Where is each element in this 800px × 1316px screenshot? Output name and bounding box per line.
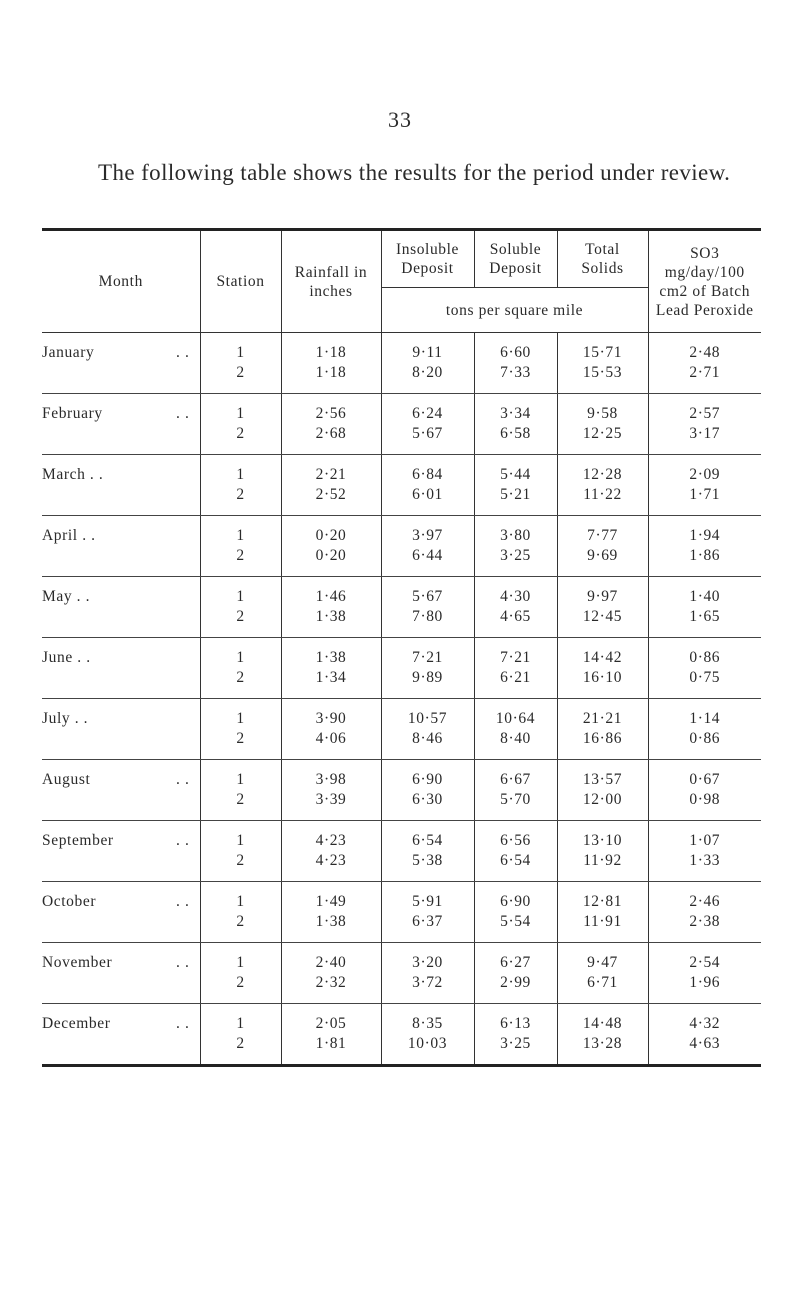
soluble-value: 3·80 [500, 527, 531, 544]
rainfall-value: 0·20 [315, 527, 347, 544]
soluble-value: 2·99 [500, 974, 531, 991]
total-cell [557, 455, 648, 516]
station-value: 2 [236, 486, 245, 503]
so3-value: 0·75 [689, 669, 721, 686]
station-value: 2 [236, 547, 245, 564]
header-so3: SO3 mg/day/100 cm2 of Batch Lead Peroxide [648, 230, 761, 333]
so3-cell [648, 333, 761, 394]
rainfall-cell [281, 577, 381, 638]
total-value: 13·28 [582, 1035, 623, 1052]
rainfall-value: 2·68 [315, 425, 347, 442]
month-cell [42, 577, 200, 638]
so3-cell [648, 699, 761, 760]
station-cell [200, 882, 281, 943]
so3-value: 4·63 [689, 1035, 721, 1052]
page-number: 33 [388, 107, 412, 132]
station-value: 1 [236, 466, 245, 483]
soluble-value: 7·21 [500, 649, 531, 666]
soluble-cell [474, 333, 557, 394]
rainfall-value: 3·90 [315, 710, 347, 727]
station-value: 2 [236, 791, 245, 808]
total-value: 14·42 [582, 649, 623, 666]
month-cell [42, 821, 200, 882]
total-value: 11·92 [583, 852, 622, 869]
table-row [42, 394, 761, 455]
station-value: 1 [236, 954, 245, 971]
soluble-value: 6·90 [500, 893, 531, 910]
insoluble-value: 6·37 [412, 913, 443, 930]
total-value: 9·69 [587, 547, 618, 564]
station-cell [200, 333, 281, 394]
rainfall-cell [281, 516, 381, 577]
table-row [42, 760, 761, 821]
intro-paragraph: The following table shows the results for the period under review. [98, 160, 731, 185]
rainfall-value: 1·34 [315, 669, 347, 686]
station-value: 1 [236, 1015, 245, 1032]
rainfall-value: 1·38 [315, 608, 347, 625]
so3-value: 1·96 [689, 974, 721, 991]
leader-dots: . . [176, 954, 190, 971]
total-value: 7·77 [587, 527, 618, 544]
total-value: 15·53 [582, 364, 623, 381]
total-value: 21·21 [582, 710, 623, 727]
so3-value: 1·07 [689, 832, 721, 849]
so3-value: 2·38 [689, 913, 721, 930]
month-cell [42, 760, 200, 821]
total-value: 12·28 [582, 466, 623, 483]
leader-dots: . . [176, 771, 190, 788]
so3-value: 1·33 [689, 852, 721, 869]
so3-cell [648, 638, 761, 699]
rainfall-cell [281, 1004, 381, 1066]
station-cell [200, 577, 281, 638]
insoluble-cell [381, 1004, 474, 1066]
insoluble-cell [381, 333, 474, 394]
insoluble-value: 6·24 [412, 405, 443, 422]
station-value: 1 [236, 893, 245, 910]
so3-cell [648, 394, 761, 455]
insoluble-value: 8·35 [412, 1015, 443, 1032]
soluble-cell [474, 943, 557, 1004]
soluble-cell [474, 577, 557, 638]
month-label: January [42, 344, 95, 361]
insoluble-cell [381, 577, 474, 638]
soluble-cell [474, 1004, 557, 1066]
station-cell [200, 455, 281, 516]
table-row [42, 333, 761, 394]
insoluble-value: 10·03 [407, 1035, 448, 1052]
month-cell [42, 1004, 200, 1066]
station-value: 1 [236, 649, 245, 666]
so3-cell [648, 1004, 761, 1066]
total-cell [557, 638, 648, 699]
rainfall-value: 4·06 [315, 730, 347, 747]
rainfall-value: 2·21 [315, 466, 347, 483]
month-cell [42, 638, 200, 699]
rainfall-cell [281, 333, 381, 394]
station-value: 1 [236, 344, 245, 361]
soluble-value: 6·27 [500, 954, 531, 971]
rainfall-value: 1·49 [315, 893, 347, 910]
station-value: 1 [236, 771, 245, 788]
month-label: October [42, 893, 97, 910]
month-cell [42, 394, 200, 455]
table-row [42, 943, 761, 1004]
soluble-cell [474, 699, 557, 760]
soluble-value: 6·58 [500, 425, 531, 442]
header-station: Station [200, 230, 281, 333]
header-insoluble: Insoluble Deposit [381, 230, 474, 288]
so3-value: 0·86 [689, 730, 721, 747]
station-value: 2 [236, 425, 245, 442]
so3-cell [648, 577, 761, 638]
total-value: 9·47 [587, 954, 618, 971]
so3-value: 2·71 [689, 364, 721, 381]
table-row [42, 1004, 761, 1066]
soluble-value: 6·54 [500, 852, 531, 869]
table-row [42, 882, 761, 943]
table-body [42, 333, 761, 1066]
soluble-value: 6·21 [500, 669, 531, 686]
insoluble-value: 5·67 [412, 425, 443, 442]
table-row [42, 699, 761, 760]
soluble-cell [474, 821, 557, 882]
so3-cell [648, 821, 761, 882]
so3-value: 1·71 [689, 486, 721, 503]
soluble-cell [474, 455, 557, 516]
soluble-value: 4·30 [500, 588, 531, 605]
insoluble-cell [381, 699, 474, 760]
soluble-value: 5·54 [500, 913, 531, 930]
insoluble-value: 5·91 [412, 893, 443, 910]
station-value: 1 [236, 710, 245, 727]
soluble-value: 8·40 [500, 730, 531, 747]
total-cell [557, 699, 648, 760]
total-value: 11·91 [583, 913, 622, 930]
month-cell [42, 455, 200, 516]
soluble-value: 7·33 [500, 364, 531, 381]
rainfall-value: 1·81 [315, 1035, 347, 1052]
insoluble-cell [381, 516, 474, 577]
soluble-cell [474, 638, 557, 699]
so3-value: 2·57 [689, 405, 721, 422]
soluble-cell [474, 516, 557, 577]
month-cell [42, 333, 200, 394]
month-label: November [42, 954, 113, 971]
station-cell [200, 699, 281, 760]
station-cell [200, 394, 281, 455]
insoluble-value: 5·38 [412, 852, 443, 869]
total-value: 12·25 [582, 425, 623, 442]
header-total: Total Solids [557, 230, 648, 288]
station-cell [200, 943, 281, 1004]
station-value: 1 [236, 527, 245, 544]
insoluble-value: 6·44 [412, 547, 443, 564]
month-label: June . . [42, 649, 91, 666]
insoluble-cell [381, 638, 474, 699]
leader-dots: . . [176, 1015, 190, 1032]
so3-value: 1·94 [689, 527, 721, 544]
so3-value: 0·67 [689, 771, 721, 788]
month-label: September [42, 832, 114, 849]
so3-value: 2·54 [689, 954, 721, 971]
so3-value: 4·32 [689, 1015, 721, 1032]
month-label: April . . [42, 527, 96, 544]
station-value: 2 [236, 364, 245, 381]
insoluble-cell [381, 760, 474, 821]
rainfall-value: 4·23 [315, 852, 347, 869]
rainfall-value: 1·18 [315, 364, 347, 381]
header-soluble: Soluble Deposit [474, 230, 557, 288]
leader-dots: . . [176, 405, 190, 422]
month-label: February [42, 405, 103, 422]
soluble-value: 3·25 [500, 1035, 531, 1052]
insoluble-value: 7·21 [412, 649, 443, 666]
total-value: 16·10 [582, 669, 623, 686]
header-month: Month [42, 230, 200, 333]
table-row [42, 516, 761, 577]
total-value: 12·45 [582, 608, 623, 625]
total-value: 13·10 [582, 832, 623, 849]
rainfall-cell [281, 638, 381, 699]
rainfall-cell [281, 699, 381, 760]
rainfall-value: 1·46 [315, 588, 347, 605]
station-cell [200, 760, 281, 821]
rainfall-value: 2·56 [315, 405, 347, 422]
station-value: 2 [236, 913, 245, 930]
rainfall-cell [281, 882, 381, 943]
soluble-value: 6·56 [500, 832, 531, 849]
so3-value: 2·48 [689, 344, 721, 361]
month-cell [42, 699, 200, 760]
rainfall-value: 1·18 [315, 344, 347, 361]
insoluble-value: 6·54 [412, 832, 443, 849]
insoluble-value: 9·89 [412, 669, 443, 686]
so3-cell [648, 943, 761, 1004]
total-value: 12·81 [582, 893, 623, 910]
insoluble-value: 7·80 [412, 608, 443, 625]
total-value: 6·71 [587, 974, 618, 991]
insoluble-value: 6·30 [412, 791, 443, 808]
insoluble-value: 10·57 [407, 710, 448, 727]
soluble-value: 3·34 [500, 405, 531, 422]
insoluble-value: 6·01 [412, 486, 443, 503]
soluble-value: 6·13 [500, 1015, 531, 1032]
so3-value: 3·17 [689, 425, 721, 442]
total-value: 9·58 [587, 405, 618, 422]
so3-value: 2·46 [689, 893, 721, 910]
rainfall-value: 2·40 [315, 954, 347, 971]
soluble-value: 5·44 [500, 466, 531, 483]
so3-value: 1·86 [689, 547, 721, 564]
month-label: August [42, 771, 91, 788]
total-value: 9·97 [587, 588, 618, 605]
total-cell [557, 577, 648, 638]
header-units: tons per square mile [381, 288, 648, 333]
soluble-value: 4·65 [500, 608, 531, 625]
table-row [42, 821, 761, 882]
soluble-cell [474, 760, 557, 821]
insoluble-value: 3·72 [412, 974, 443, 991]
rainfall-value: 2·52 [315, 486, 347, 503]
insoluble-value: 6·84 [412, 466, 443, 483]
table-row [42, 577, 761, 638]
total-cell [557, 333, 648, 394]
total-cell [557, 394, 648, 455]
total-value: 12·00 [582, 791, 623, 808]
total-cell [557, 943, 648, 1004]
soluble-value: 5·70 [500, 791, 531, 808]
rainfall-value: 1·38 [315, 649, 347, 666]
table-row [42, 638, 761, 699]
so3-value: 2·09 [689, 466, 721, 483]
total-cell [557, 821, 648, 882]
soluble-cell [474, 394, 557, 455]
station-value: 2 [236, 974, 245, 991]
so3-value: 0·98 [689, 791, 721, 808]
rainfall-value: 2·05 [315, 1015, 347, 1032]
month-label: May . . [42, 588, 91, 605]
rainfall-cell [281, 760, 381, 821]
station-value: 1 [236, 405, 245, 422]
total-cell [557, 760, 648, 821]
total-value: 14·48 [582, 1015, 623, 1032]
results-table [42, 228, 761, 1067]
insoluble-value: 6·90 [412, 771, 443, 788]
total-value: 13·57 [582, 771, 623, 788]
soluble-value: 10·64 [495, 710, 536, 727]
month-cell [42, 516, 200, 577]
soluble-cell [474, 882, 557, 943]
total-cell [557, 882, 648, 943]
total-cell [557, 1004, 648, 1066]
so3-value: 1·65 [689, 608, 721, 625]
station-cell [200, 821, 281, 882]
rainfall-value: 0·20 [315, 547, 347, 564]
rainfall-value: 3·39 [315, 791, 347, 808]
station-value: 2 [236, 669, 245, 686]
rainfall-value: 3·98 [315, 771, 347, 788]
station-cell [200, 1004, 281, 1066]
insoluble-cell [381, 943, 474, 1004]
station-cell [200, 638, 281, 699]
rainfall-cell [281, 394, 381, 455]
rainfall-value: 2·32 [315, 974, 347, 991]
so3-cell [648, 455, 761, 516]
month-label: March . . [42, 466, 104, 483]
rainfall-cell [281, 455, 381, 516]
rainfall-value: 1·38 [315, 913, 347, 930]
so3-cell [648, 882, 761, 943]
total-value: 11·22 [583, 486, 622, 503]
rainfall-cell [281, 943, 381, 1004]
station-value: 2 [236, 730, 245, 747]
soluble-value: 3·25 [500, 547, 531, 564]
month-cell [42, 882, 200, 943]
insoluble-value: 5·67 [412, 588, 443, 605]
header-rainfall: Rainfall in inches [281, 230, 381, 333]
insoluble-cell [381, 394, 474, 455]
so3-value: 0·86 [689, 649, 721, 666]
so3-value: 1·40 [689, 588, 721, 605]
rainfall-cell [281, 821, 381, 882]
leader-dots: . . [176, 893, 190, 910]
soluble-value: 6·67 [500, 771, 531, 788]
station-value: 2 [236, 1035, 245, 1052]
so3-cell [648, 760, 761, 821]
station-value: 1 [236, 832, 245, 849]
table-row [42, 455, 761, 516]
month-label: December [42, 1015, 111, 1032]
month-label: July . . [42, 710, 89, 727]
station-value: 2 [236, 608, 245, 625]
month-cell [42, 943, 200, 1004]
insoluble-value: 8·20 [412, 364, 443, 381]
rainfall-value: 4·23 [315, 832, 347, 849]
soluble-value: 5·21 [500, 486, 531, 503]
leader-dots: . . [176, 832, 190, 849]
soluble-value: 6·60 [500, 344, 531, 361]
insoluble-value: 3·97 [412, 527, 443, 544]
total-value: 16·86 [582, 730, 623, 747]
so3-value: 1·14 [689, 710, 721, 727]
insoluble-value: 3·20 [412, 954, 443, 971]
leader-dots: . . [176, 344, 190, 361]
insoluble-cell [381, 882, 474, 943]
total-value: 15·71 [582, 344, 623, 361]
station-cell [200, 516, 281, 577]
station-value: 1 [236, 588, 245, 605]
insoluble-cell [381, 821, 474, 882]
insoluble-value: 8·46 [412, 730, 443, 747]
insoluble-value: 9·11 [412, 344, 443, 361]
so3-cell [648, 516, 761, 577]
station-value: 2 [236, 852, 245, 869]
insoluble-cell [381, 455, 474, 516]
total-cell [557, 516, 648, 577]
